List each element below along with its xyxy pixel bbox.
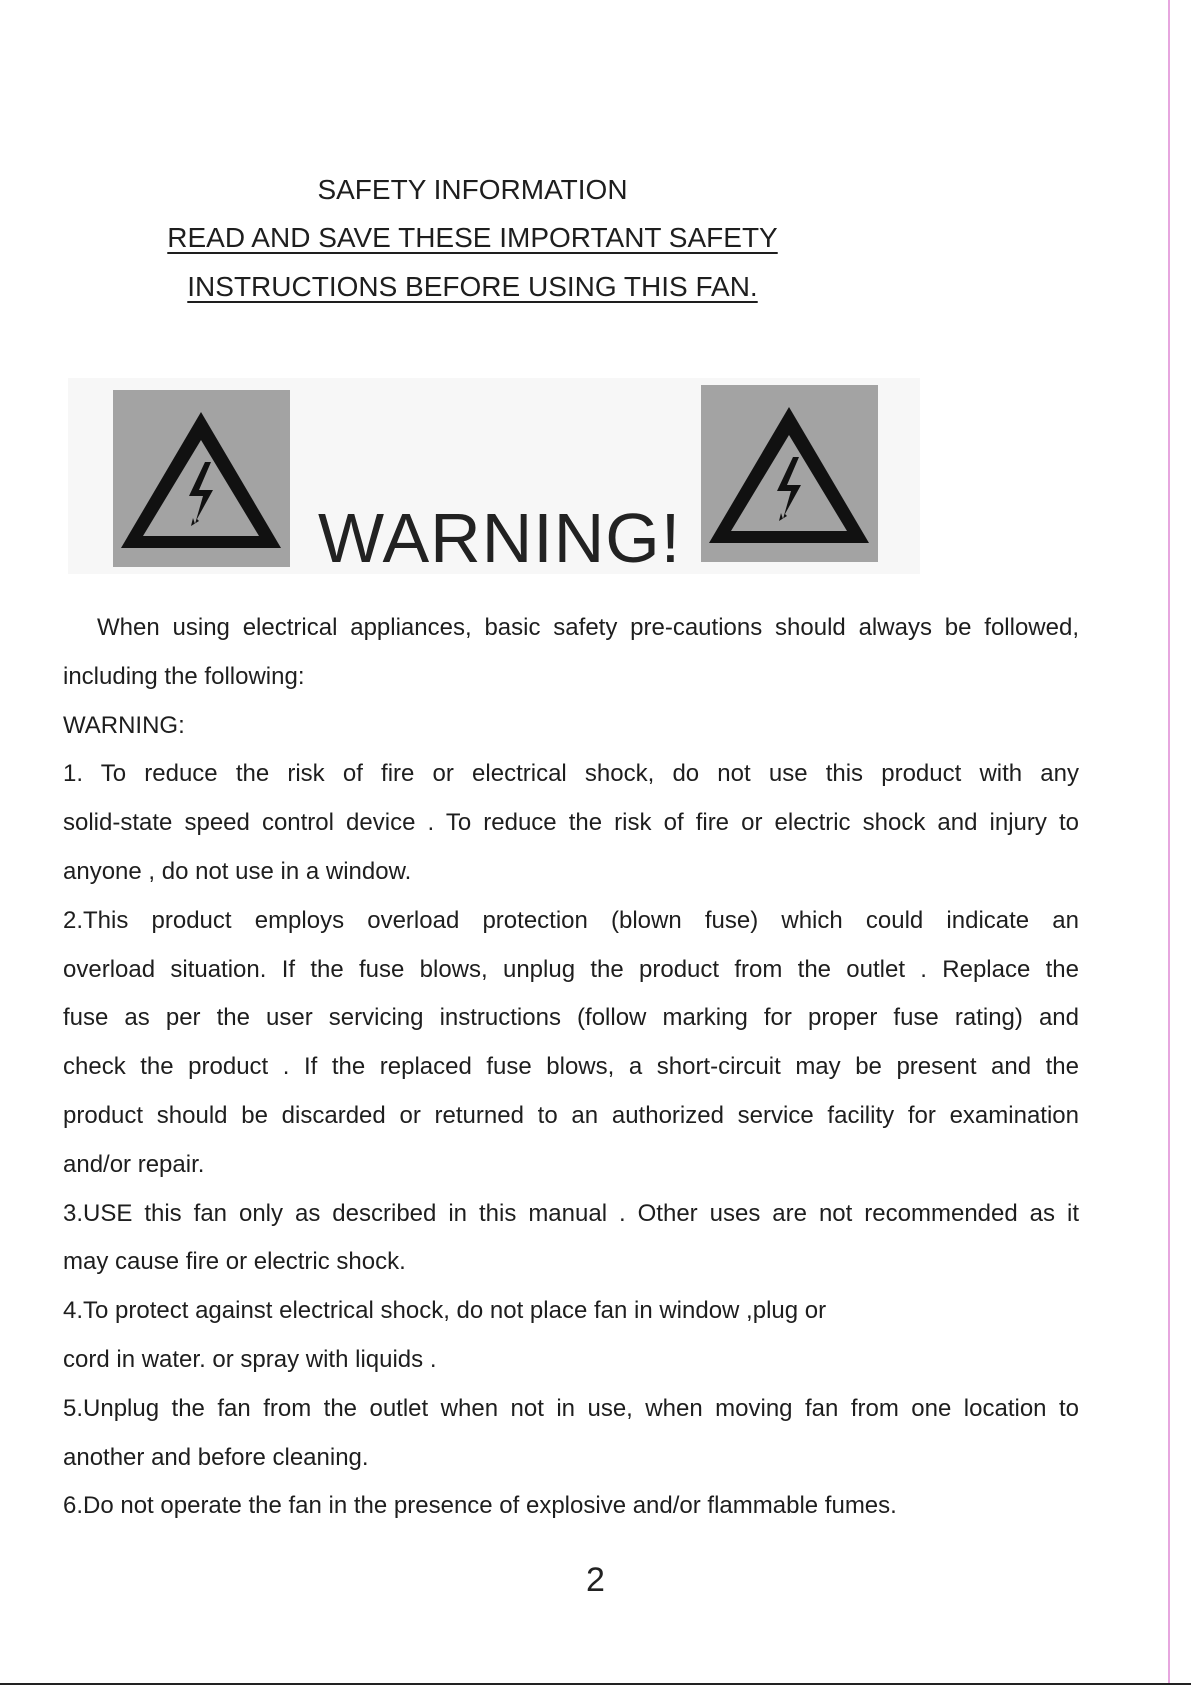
intro-line: including the following: [63, 662, 305, 690]
instruction-line: 4.To protect against electrical shock, do not place fan in window ,plug or [63, 1297, 827, 1325]
high-voltage-warning-icon [113, 390, 290, 567]
instruction-line: 2.This product employs overload protection (blown fuse) which could indicate an [63, 906, 1079, 934]
page-number: 2 [586, 1561, 605, 1599]
instruction-line: 1. To reduce the risk of fire or electrical shock, do not use this product with any [63, 760, 1079, 788]
section-subtitle-line-1: READ AND SAVE THESE IMPORTANT SAFETY [167, 222, 778, 253]
safety-instructions [63, 604, 1079, 1531]
instruction-line: 3.USE this fan only as described in this manual . Other uses are not recommended as it [63, 1199, 1079, 1227]
instruction-line: check the product . If the replaced fuse blows, a short-circuit may be present and the [63, 1053, 1079, 1081]
instruction-line: 6.Do not operate the fan in the presence of explosive and/or flammable fumes. [63, 1492, 897, 1520]
instruction-line: fuse as per the user servicing instructions (follow marking for proper fuse rating) and [63, 1004, 1079, 1032]
instruction-line: cord in water. or spray with liquids . [63, 1345, 437, 1373]
section-subtitle-line-2: INSTRUCTIONS BEFORE USING THIS FAN. [187, 271, 758, 302]
warning-label: WARNING: [63, 711, 185, 739]
instruction-line: another and before cleaning. [63, 1443, 369, 1471]
instruction-line: may cause fire or electric shock. [63, 1248, 406, 1276]
instruction-line: and/or repair. [63, 1150, 205, 1178]
instruction-line: anyone , do not use in a window. [63, 857, 412, 885]
intro-line: When using electrical appliances, basic safety pre-cautions should always be followed, [97, 614, 1079, 641]
instruction-line: 5.Unplug the fan from the outlet when not in use, when moving fan from one location to [63, 1394, 1079, 1422]
high-voltage-warning-icon [701, 385, 878, 562]
warning-headline: WARNING! [318, 499, 682, 577]
instruction-line: overload situation. If the fuse blows, unplug the product from the outlet . Replace the [63, 955, 1079, 983]
page-edge-right [1168, 0, 1170, 1685]
instruction-line: product should be discarded or returned to an authorized service facility for examination [63, 1101, 1079, 1129]
instruction-line: solid-state speed control device . To reduce the risk of fire or electric shock and injury to [63, 809, 1079, 837]
section-title: SAFETY INFORMATION [317, 174, 628, 205]
